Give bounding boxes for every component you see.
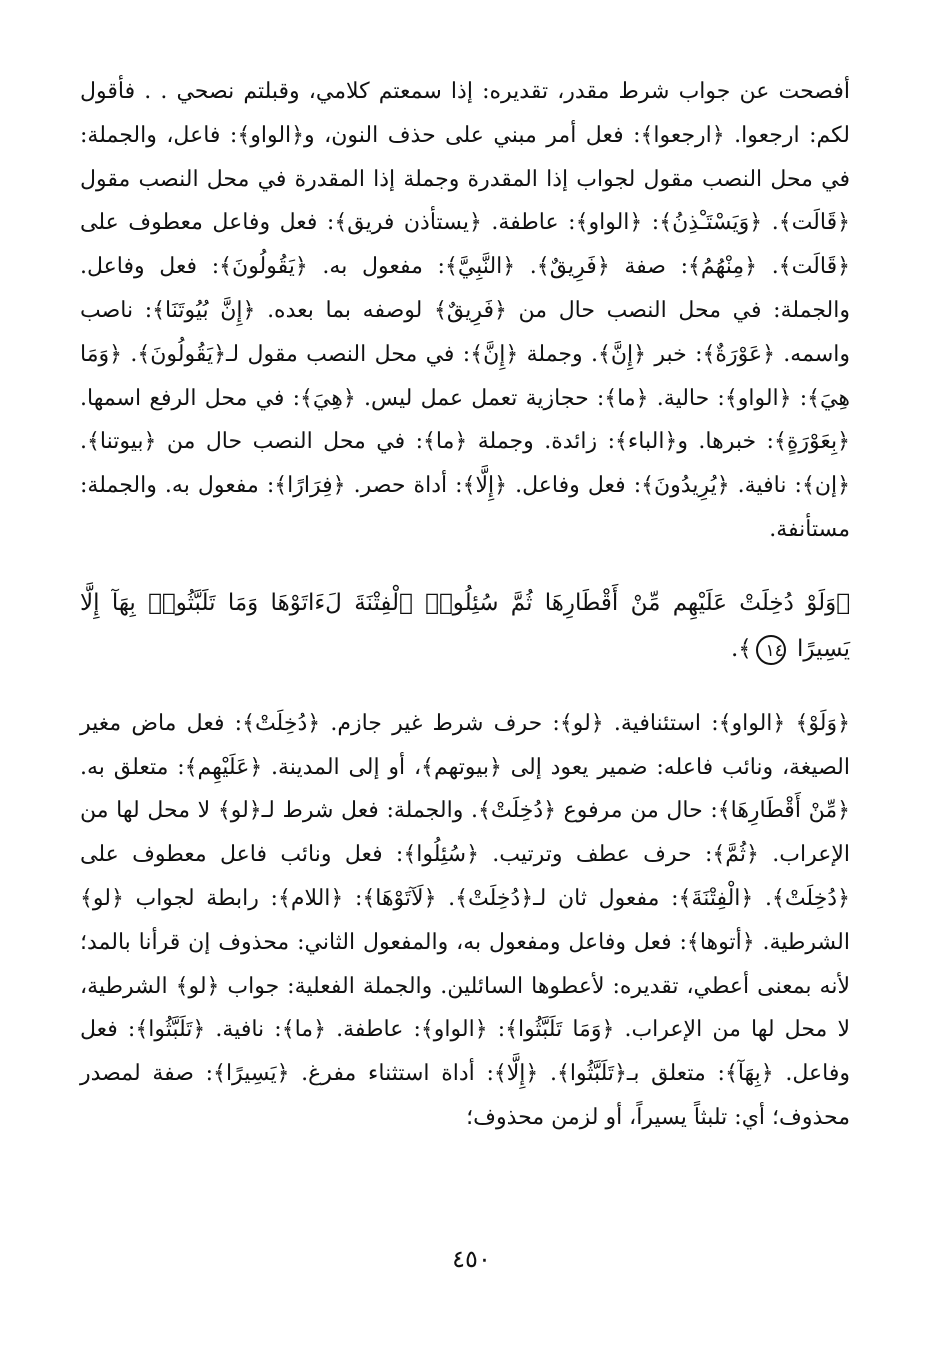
ayah-number-marker: ١٤ — [756, 635, 786, 665]
page-body — [80, 70, 850, 1140]
quran-verse — [80, 580, 850, 672]
commentary-paragraph-bottom: ﴿وَلَوْ﴾ ﴿الواو﴾: استئنافية. ﴿لو﴾: حرف شرط غير جازم. ﴿دُخِلَتْ﴾: فعل ماض مغير الصيغة، ونائب فاعله: ضمير يعود إلى ﴿بيوتهم﴾، أو إلى المدينة. ﴿عَلَيْهِم﴾: متعلق به. ﴿مِّنْ أَقْطَارِهَا﴾: حال من مرفوع ﴿دُخِلَتْ﴾. والجملة: فعل شرط لـ﴿لو﴾ لا محل لها من الإعراب. ﴿ثُمَّ﴾: حرف عطف وترتيب. ﴿سُئِلُوا﴾: فعل ونائب فاعل معطوف على ﴿دُخِلَتْ﴾. ﴿الْفِتْنَةَ﴾: مفعول ثان لـ﴿دُخِلَتْ﴾. ﴿لَآتَوْهَا﴾: ﴿اللام﴾: رابطة لجواب ﴿لو﴾ الشرطية. ﴿أتوها﴾: فعل وفاعل ومفعول به، والمفعول الثاني: محذوف إن قرأنا بالمد؛ لأنه بمعنى أعطي، تقديره: لأعطوها السائلين. والجملة الفعلية: جواب ﴿لو﴾ الشرطية، لا محل لها من الإعراب. ﴿وَمَا تَلَبَّثُوا﴾: ﴿الواو﴾: عاطفة. ﴿ما﴾: نافية. ﴿تَلَبَّثُوا﴾: فعل وفاعل. ﴿بِهَآ﴾: متعلق بـ﴿تَلَبَّثُوا﴾. ﴿إِلَّا﴾: أداة استثناء مفرغ. ﴿يَسِيرًا﴾: صفة لمصدر محذوف؛ أي: تلبثاً يسيراً، أو لزمن محذوف؛ — [80, 710, 851, 1130]
commentary-paragraph-top: أفصحت عن جواب شرط مقدر، تقديره: إذا سمعتم كلامي، وقبلتم نصحي . . فأقول لكم: ارجعوا. ﴿ارجعوا﴾: فعل أمر مبني على حذف النون، و﴿الواو﴾: فاعل، والجملة: في محل النصب مقول لجواب إذا المقدرة وجملة إذا المقدرة في محل النصب مقول ﴿قَالَت﴾. ﴿وَيَسْتَـْذِنُ﴾: ﴿الواو﴾: عاطفة. ﴿يستأذن فريق﴾: فعل وفاعل معطوف على ﴿قَالَت﴾. ﴿مِنْهُمُ﴾: صفة ﴿فَرِيقٌ﴾. ﴿النَّبِيَّ﴾: مفعول به. ﴿يَقُولُونَ﴾: فعل وفاعل. والجملة: في محل النصب حال من ﴿فَرِيقٌ﴾ لوصفه بما بعده. ﴿إِنَّ بُيُوتَنَا﴾: ناصب واسمه. ﴿عَوْرَةٌ﴾: خبر ﴿إِنَّ﴾. وجملة ﴿إِنَّ﴾: في محل النصب مقول لـ﴿يَقُولُونَ﴾. ﴿وَمَا هِيَ﴾: ﴿الواو﴾: حالية. ﴿ما﴾: حجازية تعمل عمل ليس. ﴿هِيَ﴾: في محل الرفع اسمها. ﴿بِعَوْرَةٍ﴾: خبرها. و﴿الباء﴾: زائدة. وجملة ﴿ما﴾: في محل النصب حال من ﴿بيوتنا﴾. ﴿إن﴾: نافية. ﴿يُرِيدُونَ﴾: فعل وفاعل. ﴿إِلَّا﴾: أداة حصر. ﴿فِرَارًا﴾: مفعول به. والجملة: مستأنفة. — [80, 79, 850, 542]
verse-text: ﴿وَلَوْ دُخِلَتْ عَلَيْهِم مِّنْ أَقْطَارِهَا ثُمَّ سُئِلُوا۟ ٱلْفِتْنَةَ لَءَاتَوْهَا وَمَا تَلَبَّثُوا۟ بِهَآ إِلَّا يَسِيرًا — [80, 589, 850, 662]
verse-closing: ﴾. — [730, 635, 752, 662]
page-number: ٤٥٠ — [452, 1245, 491, 1273]
